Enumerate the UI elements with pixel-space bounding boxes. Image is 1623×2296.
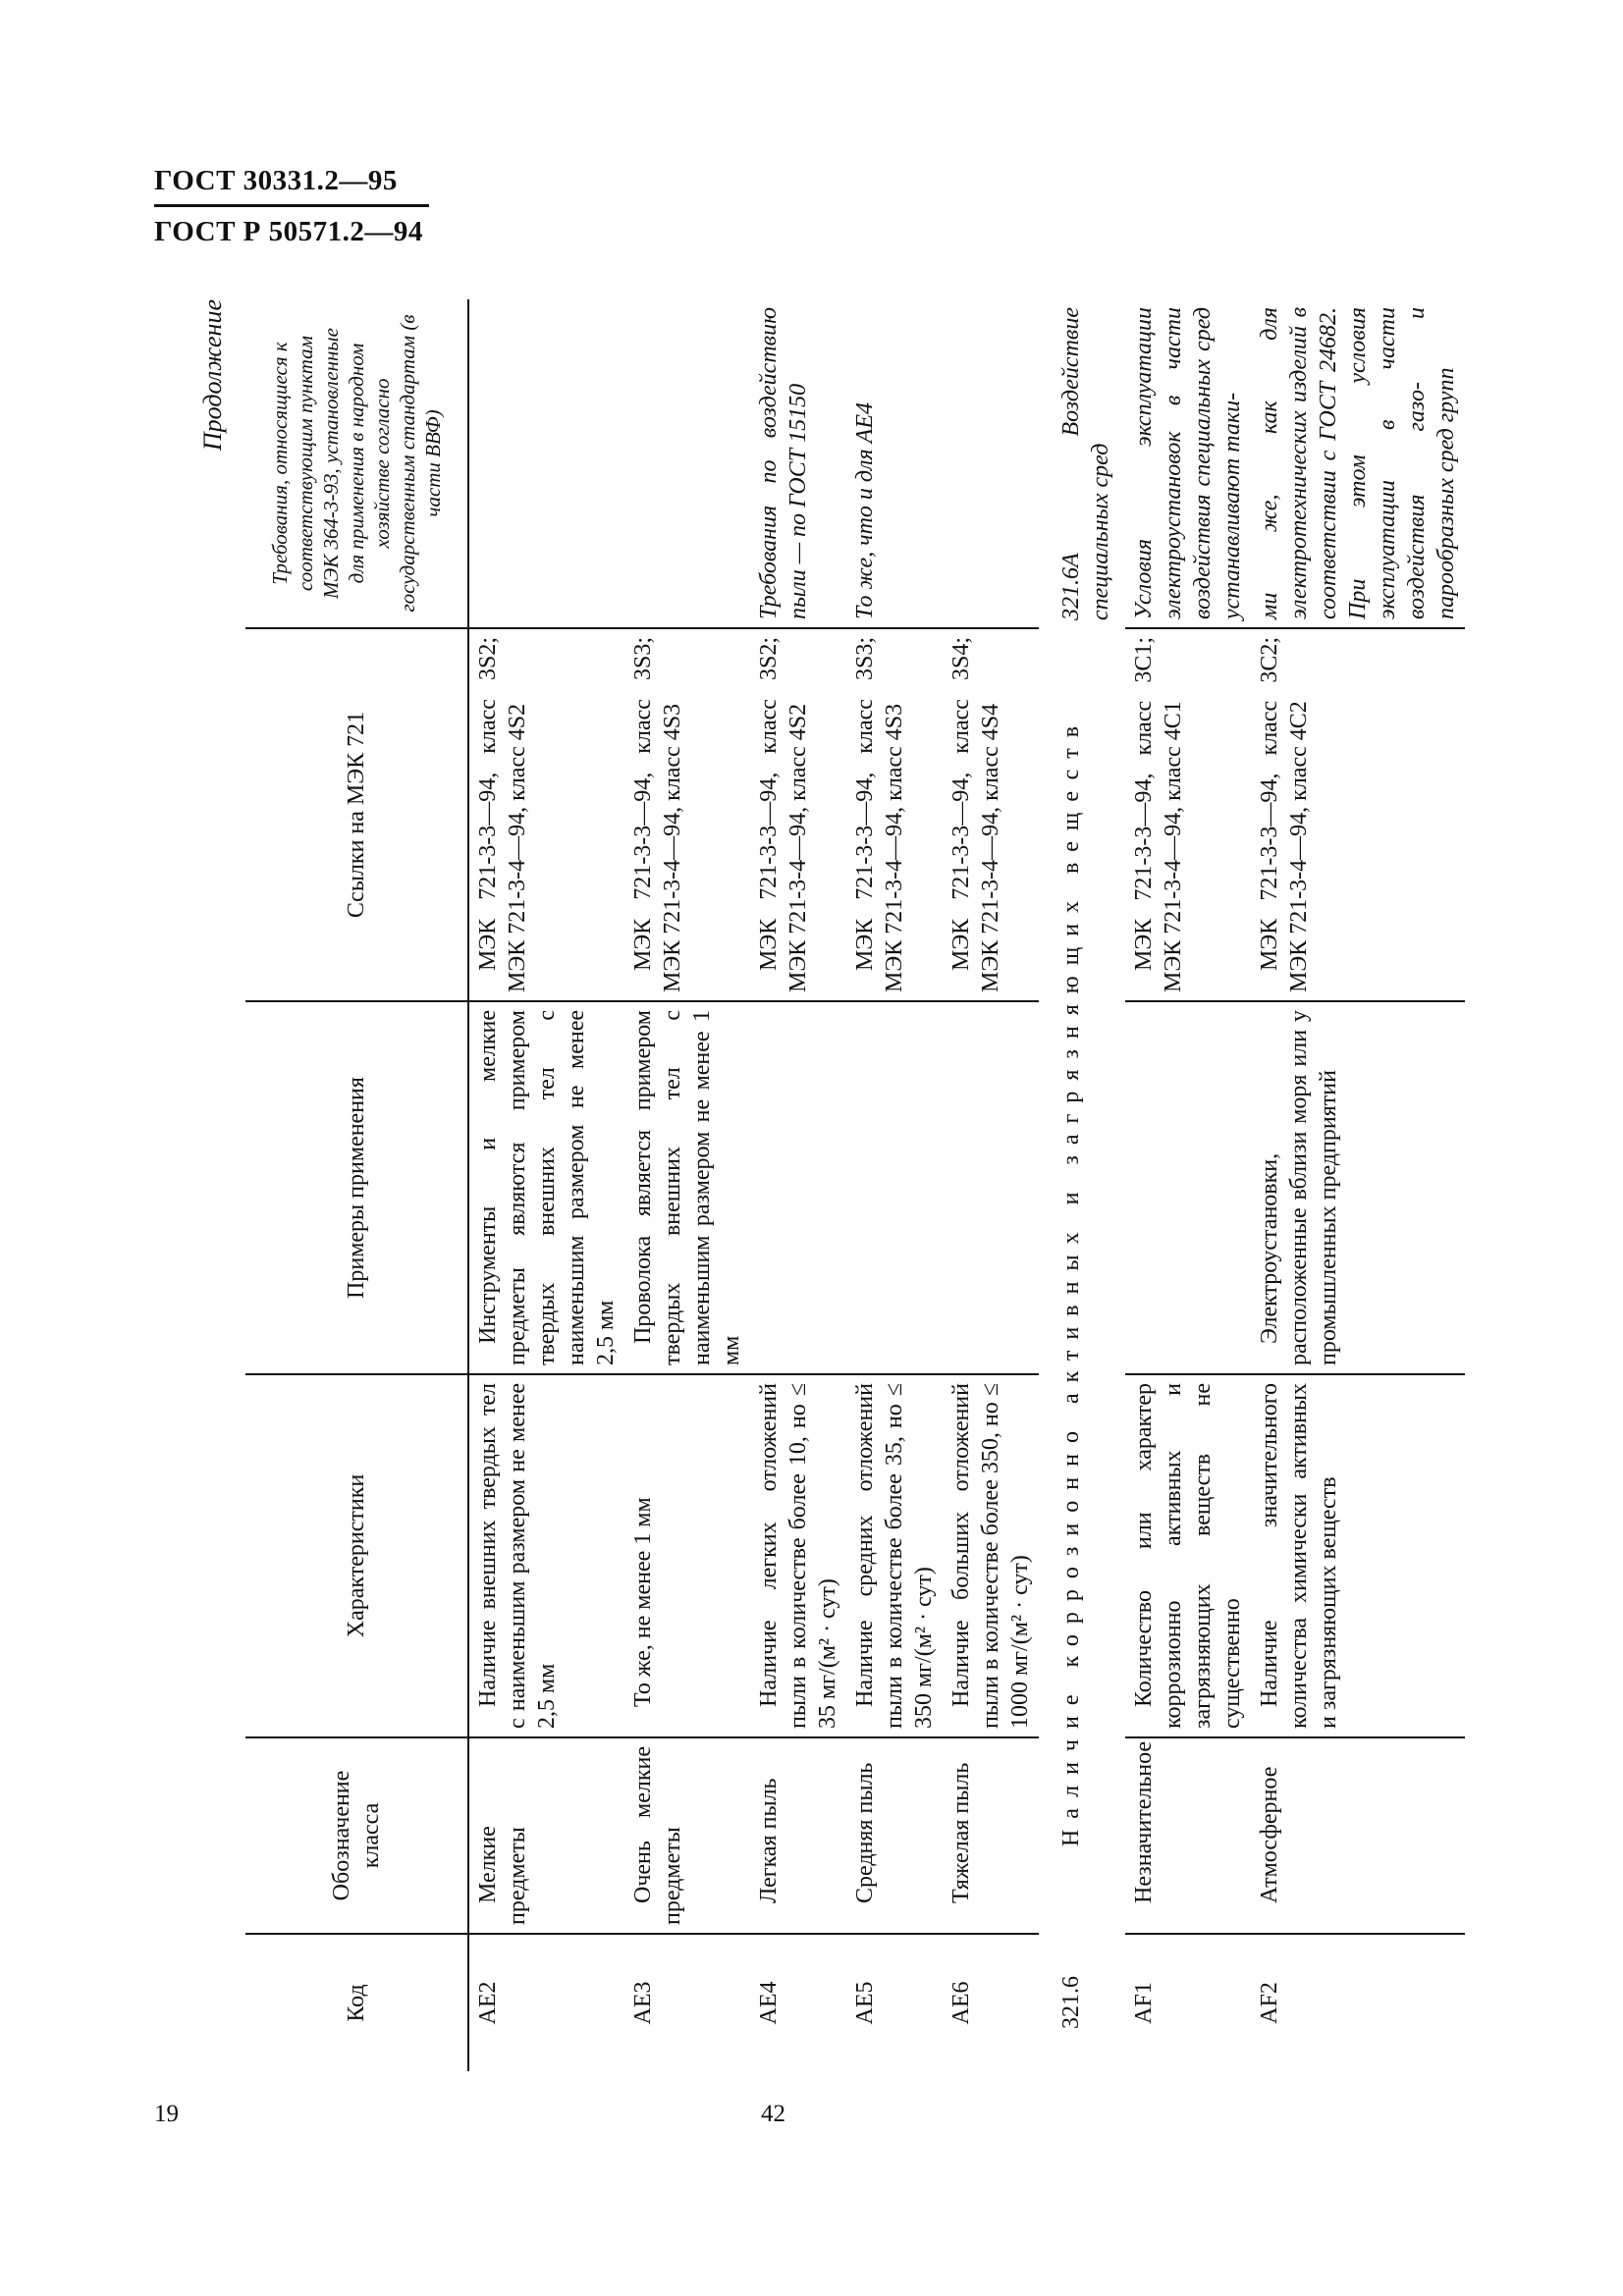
standard-number-1: ГОСТ 30331.2—95 (154, 165, 398, 196)
continuation-label: Продолжение (198, 299, 227, 452)
section-code: 321.6 (1058, 1976, 1084, 2029)
row-code: AE3 (630, 1981, 656, 2025)
page-number-center: 42 (761, 2101, 785, 2127)
table-row (943, 299, 1039, 2071)
row-characteristics: Наличие больших отложений пыли в количестве более 350, но ≤ 1000 мг/(м² · сут) (943, 1374, 1039, 1737)
row-characteristics: То же, не менее 1 мм (624, 1374, 750, 1737)
row-examples (750, 1001, 846, 1374)
section-row (1039, 299, 1125, 2071)
row-iec: МЭК 721-3-3—94, класс 3S3; МЭК 721-3-4—94, класс 4S3 (846, 628, 943, 1001)
table-row (624, 299, 750, 2071)
table-row (1251, 299, 1465, 2071)
row-code: AE2 (475, 1981, 501, 2025)
col-requirements: Требования, относящиеся к соответствующим пунктам МЭК 364-3-93, установленные для применения в народном хозяйстве согласно государственным стандартам (в части ВВФ) (245, 299, 468, 628)
table-row (1125, 299, 1251, 2071)
row-requirement (468, 299, 624, 628)
table-row (846, 299, 943, 2071)
row-code: AE6 (948, 1981, 974, 2025)
col-examples: Примеры применения (245, 1001, 468, 1374)
row-requirement (624, 299, 750, 628)
classification-table (245, 299, 1465, 2071)
table-header-row (245, 299, 468, 2071)
row-characteristics: Количество или характер коррозионно активных и загрязняющих веществ не существенно (1125, 1374, 1251, 1737)
row-iec: МЭК 721-3-3—94, класс 3S2; МЭК 721-3-4—94, класс 4S2 (750, 628, 846, 1001)
row-code: AE4 (756, 1981, 782, 2025)
row-requirement: ми же, как для электротехнических изделий в соответствии с ГОСТ 24682. При этом условия эксплуатации в части воздействия газо- и парообразных сред групп (1251, 299, 1465, 628)
row-designation: Тяжелая пыль (943, 1737, 1039, 1934)
row-designation: Атмосферное (1251, 1737, 1465, 1934)
section-requirement: 321.6А Воздействие специальных сред (1058, 307, 1113, 620)
row-requirement (943, 299, 1039, 628)
row-requirement: То же, что и для AE4 (846, 299, 943, 628)
col-characteristics: Характеристики (245, 1374, 468, 1737)
row-iec: МЭК 721-3-3—94, класс 3C1; МЭК 721-3-4—94, класс 4C1 (1125, 628, 1251, 1001)
rotated-table-page (196, 299, 1473, 2071)
row-iec: МЭК 721-3-3—94, класс 3S2; МЭК 721-3-4—94, класс 4S2 (468, 628, 624, 1001)
row-characteristics: Наличие внешних твердых тел с наименьшим размером не менее 2,5 мм (468, 1374, 624, 1737)
table-row (468, 299, 624, 2071)
row-code: AE5 (852, 1981, 878, 2025)
table-row (750, 299, 846, 2071)
row-designation: Незначительное (1125, 1737, 1251, 1934)
row-designation: Очень мелкие предметы (624, 1737, 750, 1934)
row-characteristics: Наличие средних отложений пыли в количестве более 35, но ≤ 350 мг/(м² · сут) (846, 1374, 943, 1737)
header-rule (154, 204, 429, 207)
row-examples (1125, 1001, 1251, 1374)
row-designation: Мелкие предметы (468, 1737, 624, 1934)
page-number-left: 19 (154, 2101, 179, 2127)
row-examples: Инструменты и мелкие предметы являются примером твердых внешних тел с наименьшим размером не менее 2,5 мм (468, 1001, 624, 1374)
row-code: AF2 (1257, 1982, 1282, 2024)
row-code: AF1 (1131, 1982, 1157, 2024)
row-designation: Средняя пыль (846, 1737, 943, 1934)
row-iec: МЭК 721-3-3—94, класс 3S3; МЭК 721-3-4—94, класс 4S3 (624, 628, 750, 1001)
row-examples (943, 1001, 1039, 1374)
row-designation: Легкая пыль (750, 1737, 846, 1934)
row-examples (846, 1001, 943, 1374)
row-examples: Проволока является примером твердых внешних тел с наименьшим размером не менее 1 мм (624, 1001, 750, 1374)
row-iec: МЭК 721-3-3—94, класс 3S4; МЭК 721-3-4—94, класс 4S4 (943, 628, 1039, 1001)
col-iec-refs: Ссылки на МЭК 721 (245, 628, 468, 1001)
row-requirement: Требования по воздействию пыли — по ГОСТ 15150 (750, 299, 846, 628)
row-iec: МЭК 721-3-3—94, класс 3C2; МЭК 721-3-4—94, класс 4C2 (1251, 628, 1465, 1001)
col-designation: Обозначение класса (245, 1737, 468, 1934)
col-code: Код (245, 1934, 468, 2071)
row-examples: Электроустановки, расположенные вблизи моря или у промышленных предприятий (1251, 1001, 1465, 1374)
row-characteristics: Наличие значительного количества химически активных и загрязняющих веществ (1251, 1374, 1465, 1737)
standard-number-2: ГОСТ Р 50571.2—94 (154, 216, 423, 247)
row-requirement: Условия эксплуатации электроустановок в части воздействия специальных сред устанавливают таки- (1125, 299, 1251, 628)
section-title: Наличие коррозионно активных и загрязняющих веществ (1058, 715, 1084, 1847)
row-characteristics: Наличие легких отложений пыли в количестве более 10, но ≤ 35 мг/(м² · сут) (750, 1374, 846, 1737)
